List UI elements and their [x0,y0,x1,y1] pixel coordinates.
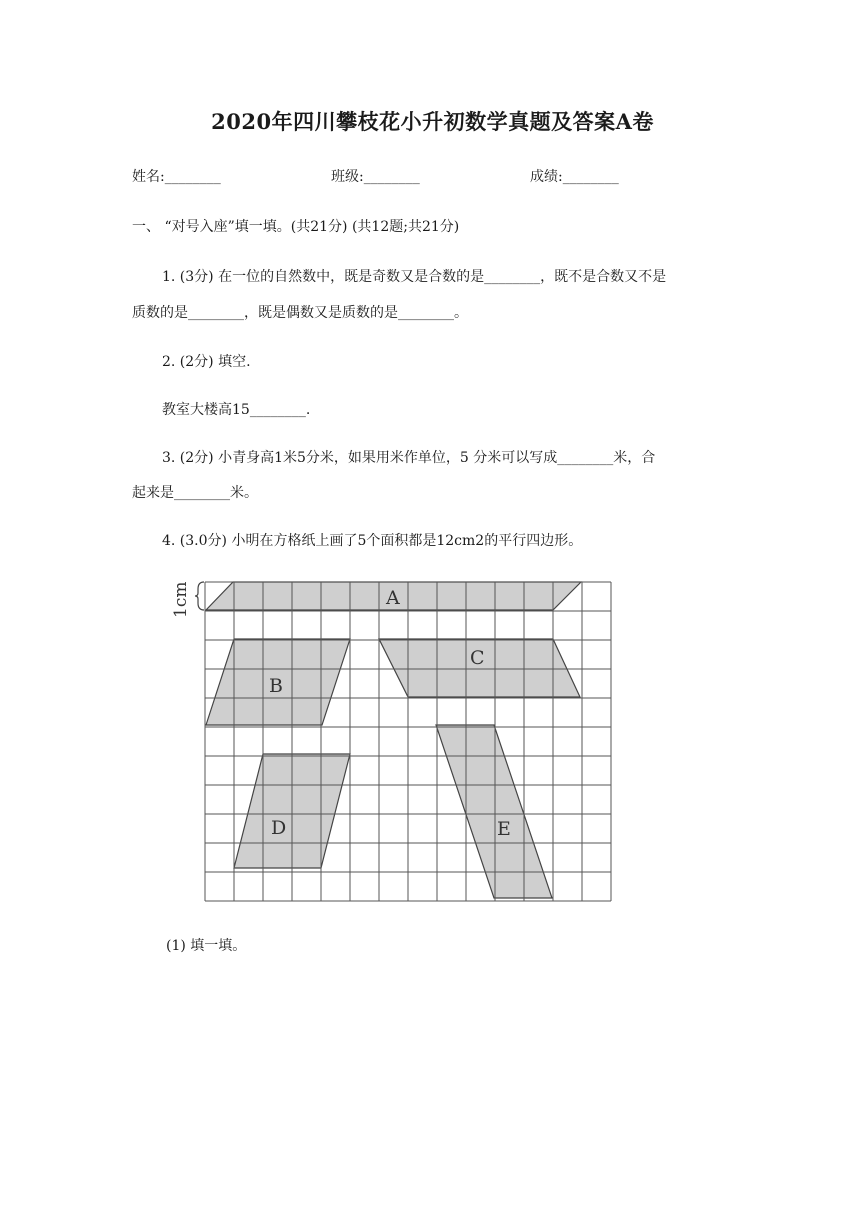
label-b: B [269,675,283,697]
label-a: A [386,587,400,609]
parallelogram-grid-figure [160,570,620,906]
page-title: 2020年四川攀枝花小升初数学真题及答案A卷 [211,109,654,134]
label-d: D [271,817,287,839]
score-field: 成绩:________ [530,169,619,185]
question-1-line-1: 1. (3分) 在一位的自然数中，既是奇数又是合数的是________，既不是合数又不是 [162,269,667,285]
name-field: 姓名:________ [132,169,221,185]
question-4-line-1: 4. (3.0分) 小明在方格纸上画了5个面积都是12cm2的平行四边形。 [162,533,583,549]
question-2-line-1: 2. (2分) 填空. [162,354,251,370]
question-2-line-2: 教室大楼高15________. [162,402,311,418]
section-heading: 一、 “对号入座”填一填。(共21分) (共12题;共21分) [132,219,460,235]
subquestion-1: (1) 填一填。 [166,938,247,954]
question-3-line-2: 起来是________米。 [132,485,258,501]
class-field: 班级:________ [331,169,420,185]
question-3-line-1: 3. (2分) 小青身高1米5分米，如果用米作单位，5 分米可以写成________米，合 [162,450,656,466]
label-e: E [497,818,511,840]
shaded-parallelograms [206,582,581,898]
question-1-line-2: 质数的是________，既是偶数又是质数的是________。 [132,305,468,321]
scale-brace [195,582,204,610]
label-c: C [470,647,485,669]
scale-label: 1cm [171,581,191,618]
